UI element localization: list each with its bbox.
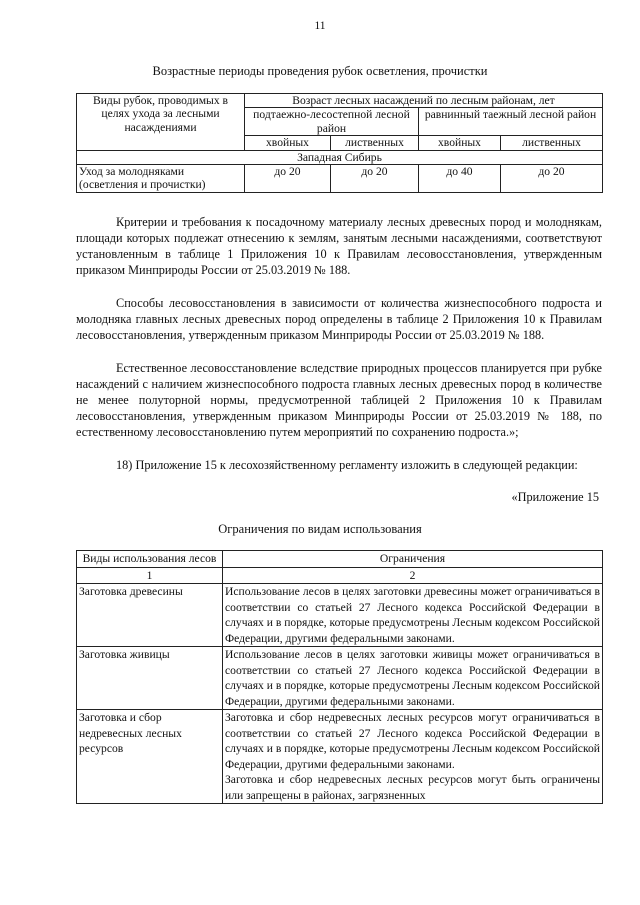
usage-type: Заготовка живицы [77,647,223,710]
usage-type: Заготовка и сбор недревесных лесных ресурсов [77,710,223,804]
restriction-cell [223,710,603,804]
page-number: 11 [314,20,326,32]
restriction-text-continued: Заготовка и сбор недревесных лесных ресурсов могут быть ограничены или запрещены в районах, загрязненных [225,773,600,802]
cell-value: до 20 [331,165,419,193]
table1-title: Возрастные периоды проведения рубок осветления, прочистки [152,64,488,78]
table-row [77,710,603,804]
header-conifer-2: хвойных [419,136,501,150]
zone-row: Западная Сибирь [77,150,603,164]
appendix-label: «Приложение 15 [511,490,599,504]
header-age-group: Возраст лесных насаждений по лесным районам, лет [245,94,603,108]
header-region-taiga: равнинный таежный лесной район [419,108,603,136]
cell-value: до 20 [501,165,603,193]
paragraph: Критерии и требования к посадочному материалу лесных древесных пород и молоднякам, площади которых подлежат отнесению к землям, занятым лесными насаждениями, соответствуют установленным в таблице 1 Приложения 10 к Правилам лесовосстановления, утвержденным приказом Минприроды России от 25.03.2019 № 188. [76,215,602,277]
restriction-text: Использование лесов в целях заготовки живицы может ограничиваться в соответствии со статьей 27 Лесного кодекса Российской Федерации в случаях и в порядке, которые предусмотрены Лесным кодексом Российской Федерации, другими федеральными законами. [223,647,603,710]
paragraph: 18) Приложение 15 к лесохозяйственному регламенту изложить в следующей редакции: [116,458,578,472]
cell-value: до 40 [419,165,501,193]
paragraph: Естественное лесовосстановление вследствие природных процессов планируется при рубке насаждений с наличием жизнеспособного подроста главных лесных древесных пород в количестве не менее полуторной нормы, предусмотренной таблицей 2 Приложения 10 к Правилам лесовосстановления, утвержденным приказом Минприроды России от 25.03.2019 № 188, по естественному лесовосстановлению путем мероприятий по сохранению подроста.»; [76,361,602,439]
table-row [77,165,603,193]
header-usage-types: Виды использования лесов [77,551,223,568]
header-restrictions: Ограничения [223,551,603,568]
header-deciduous-1: лиственных [331,136,419,150]
age-periods-table [76,93,603,193]
header-cut-types: Виды рубок, проводимых в целях ухода за лесными насаждениями [77,94,245,151]
table-row [77,647,603,710]
header-conifer-1: хвойных [245,136,331,150]
row-label: Уход за молодняками (осветления и прочистки) [77,165,245,193]
column-number: 2 [223,567,603,584]
usage-type: Заготовка древесины [77,584,223,647]
restriction-text: Заготовка и сбор недревесных лесных ресурсов могут ограничиваться в соответствии со статьей 27 Лесного кодекса Российской Федерации в случаях и в порядке, которые предусмотрены Лесным кодексом Российской Федерации, другими федеральными законами. [225,711,600,771]
column-number: 1 [77,567,223,584]
table-row [77,584,603,647]
table2-title: Ограничения по видам использования [218,522,422,536]
header-deciduous-2: лиственных [501,136,603,150]
cell-value: до 20 [245,165,331,193]
header-region-subtaiga: подтаежно-лесостепной лесной район [245,108,419,136]
usage-restrictions-table [76,550,603,804]
paragraph: Способы лесовосстановления в зависимости от количества жизнеспособного подроста и молодняка главных лесных древесных пород определены в таблице 2 Приложения 10 к Правилам лесовосстановления, утвержденным приказом Минприроды России от 25.03.2019 № 188. [76,296,602,342]
restriction-text: Использование лесов в целях заготовки древесины может ограничиваться в соответствии со статьей 27 Лесного кодекса Российской Федерации в случаях и в порядке, которые предусмотрены Лесным кодексом Российской Федерации, другими федеральными законами. [223,584,603,647]
